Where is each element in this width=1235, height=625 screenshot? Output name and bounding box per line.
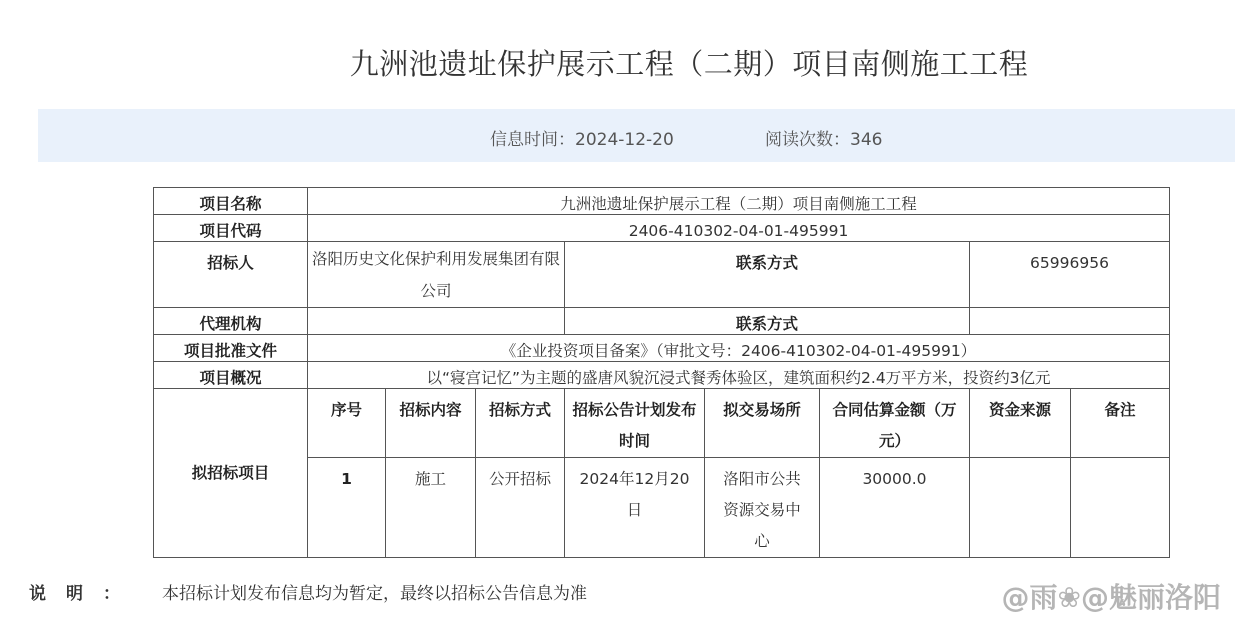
header-remark: 备注 — [1071, 389, 1170, 458]
header-seq: 序号 — [308, 389, 386, 458]
row-remark — [1071, 458, 1170, 558]
tenderer-value: 洛阳历史文化保护利用发展集团有限公司 — [308, 242, 565, 308]
row-amount: 30000.0 — [820, 458, 970, 558]
approval-value: 《企业投资项目备案》（审批文号：2406-410302-04-01-495991） — [308, 335, 1170, 362]
row-seq: 1 — [308, 458, 386, 558]
overview-value: 以“寝宫记忆”为主题的盛唐风貌沉浸式餐秀体验区，建筑面积约2.4万平方米，投资约3亿元 — [308, 362, 1170, 389]
planned-label: 拟招标项目 — [154, 389, 308, 558]
agency-label: 代理机构 — [154, 308, 308, 335]
project-code-value: 2406-410302-04-01-495991 — [308, 215, 1170, 242]
row-method: 公开招标 — [476, 458, 565, 558]
table-row — [154, 389, 1170, 458]
approval-label: 项目批准文件 — [154, 335, 308, 362]
header-venue: 拟交易场所 — [705, 389, 820, 458]
header-method: 招标方式 — [476, 389, 565, 458]
info-reads-label: 阅读次数： — [765, 130, 850, 150]
overview-label: 项目概况 — [154, 362, 308, 389]
watermark: @雨❀@魅丽洛阳 — [1001, 581, 1221, 614]
table-row — [154, 308, 1170, 335]
row-fund — [970, 458, 1071, 558]
table-row — [154, 188, 1170, 215]
row-publish-time: 2024年12月20日 — [565, 458, 705, 558]
note-text: 本招标计划发布信息均为暂定，最终以招标公告信息为准 — [162, 584, 587, 604]
project-name-label: 项目名称 — [154, 188, 308, 215]
project-name-value: 九洲池遗址保护展示工程（二期）项目南侧施工工程 — [308, 188, 1170, 215]
header-fund: 资金来源 — [970, 389, 1071, 458]
info-bar — [38, 109, 1235, 162]
page-title: 九洲池遗址保护展示工程（二期）项目南侧施工工程 — [349, 47, 1029, 81]
info-time-value: 2024-12-20 — [575, 130, 674, 150]
project-table — [153, 187, 1170, 558]
info-time — [490, 125, 674, 150]
tenderer-contact-label: 联系方式 — [565, 242, 970, 308]
project-code-label: 项目代码 — [154, 215, 308, 242]
table-row — [154, 215, 1170, 242]
row-content: 施工 — [386, 458, 476, 558]
table-row — [154, 362, 1170, 389]
note-label: 说明： — [29, 584, 140, 604]
tenderer-contact-value: 65996956 — [970, 242, 1170, 308]
info-reads-value: 346 — [850, 130, 883, 150]
note — [29, 579, 587, 604]
info-reads — [765, 125, 882, 150]
table-row — [154, 242, 1170, 308]
header-amount: 合同估算金额（万元） — [820, 389, 970, 458]
agency-value — [308, 308, 565, 335]
tenderer-label: 招标人 — [154, 242, 308, 308]
header-publish-time: 招标公告计划发布时间 — [565, 389, 705, 458]
agency-contact-label: 联系方式 — [565, 308, 970, 335]
info-time-label: 信息时间： — [490, 130, 575, 150]
row-venue: 洛阳市公共资源交易中心 — [705, 458, 820, 558]
header-content: 招标内容 — [386, 389, 476, 458]
agency-contact-value — [970, 308, 1170, 335]
table-row — [154, 335, 1170, 362]
